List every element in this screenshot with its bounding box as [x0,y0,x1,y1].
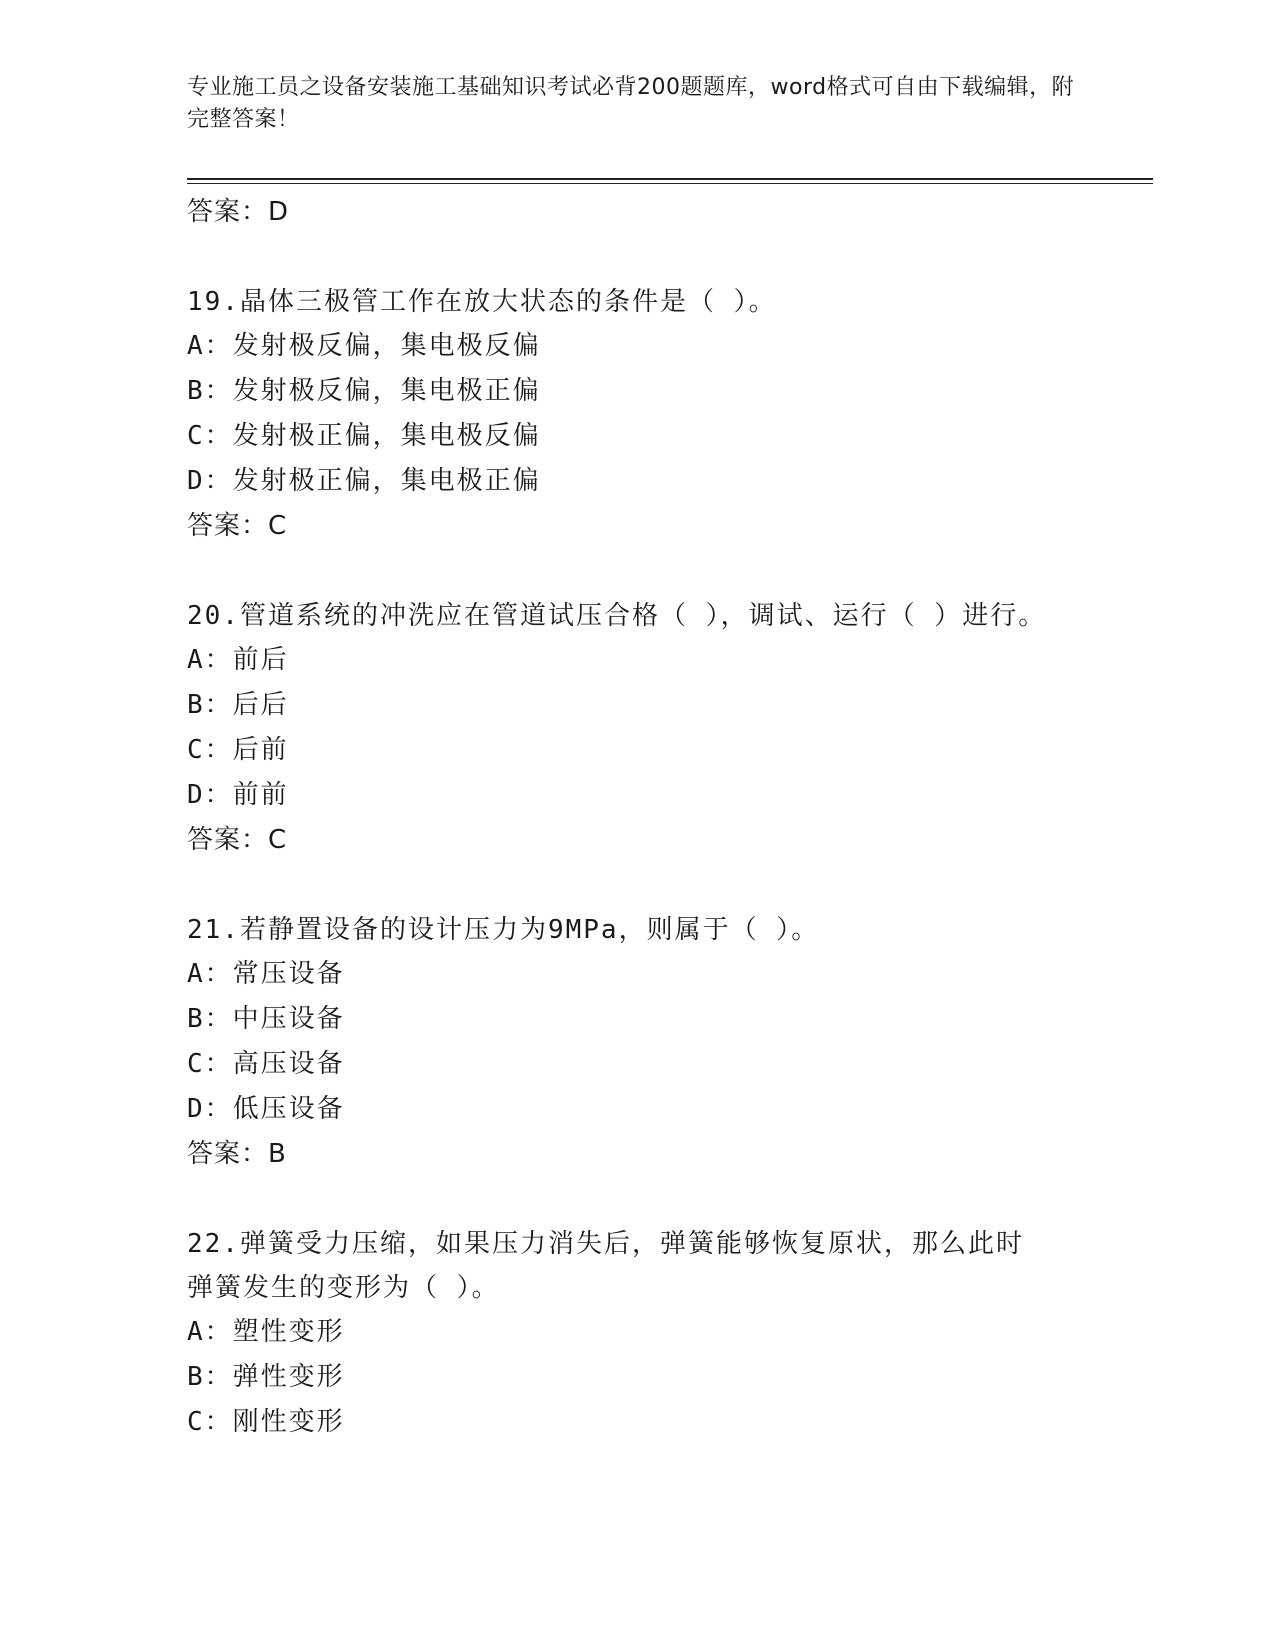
question-22 [187,1222,1087,1445]
header-divider-thick [187,178,1153,180]
question-19 [187,280,1087,548]
option-a: A：发射极反偏，集电极反偏 [187,331,541,361]
option-d: D：低压设备 [187,1094,345,1124]
question-list [187,190,1087,1445]
option-d: D：前前 [187,780,289,810]
question-text: 19.晶体三极管工作在放大状态的条件是（ ）。 [187,287,777,317]
question-text: 20.管道系统的冲洗应在管道试压合格（ ），调试、运行（ ）进行。 [187,601,1047,631]
question-20 [187,594,1087,862]
option-a: A：前后 [187,645,289,675]
option-c: C：刚性变形 [187,1407,345,1437]
header-divider-thin [187,183,1153,184]
option-b: B：弹性变形 [187,1362,345,1392]
answer-text: 答案：C [187,511,288,541]
answer-text: 答案：C [187,825,288,855]
option-a: A：塑性变形 [187,1317,345,1347]
answer-text: 答案：B [187,1139,287,1169]
option-b: B：发射极反偏，集电极正偏 [187,376,541,406]
document-header: 专业施工员之设备安装施工基础知识考试必背200题题库，word格式可自由下载编辑，附完整答案！ [187,75,1075,132]
option-c: C：后前 [187,735,289,765]
question-text: 22.弹簧受力压缩，如果压力消失后，弹簧能够恢复原状，那么此时弹簧发生的变形为（ ）。 [187,1229,1024,1303]
option-a: A：常压设备 [187,959,345,989]
question-text: 21.若静置设备的设计压力为9MPa，则属于（ ）。 [187,915,820,945]
option-d: D：发射极正偏，集电极正偏 [187,466,541,496]
option-b: B：中压设备 [187,1004,345,1034]
option-c: C：高压设备 [187,1049,345,1079]
option-b: B：后后 [187,690,289,720]
answer-text: 答案：D [187,197,290,227]
option-c: C：发射极正偏，集电极反偏 [187,421,541,451]
question-21 [187,908,1087,1176]
